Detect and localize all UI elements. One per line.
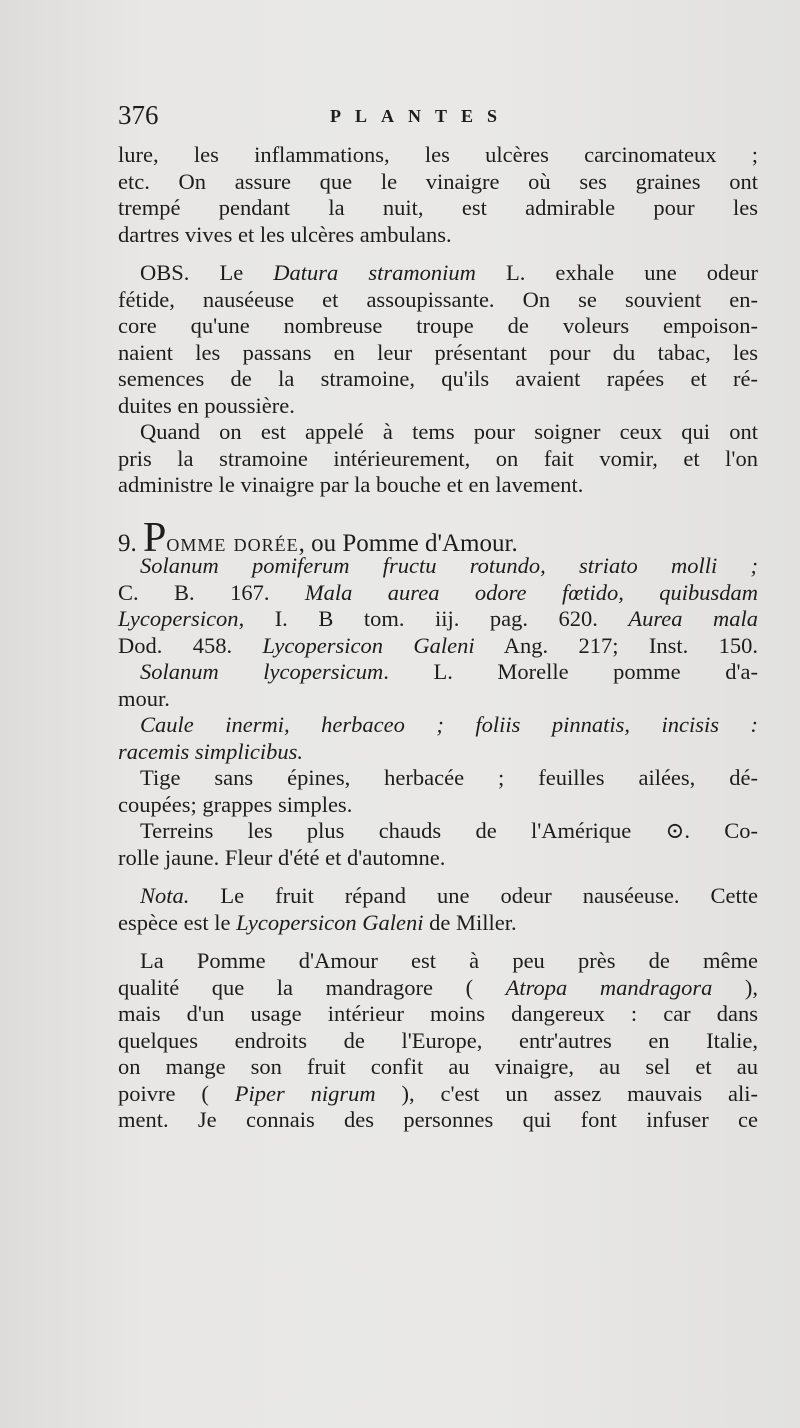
page-header bbox=[118, 100, 758, 140]
text-line: naient les passans en leur présentant pour du tabac, les bbox=[118, 339, 758, 365]
text-line: espèce est le Lycopersicon Galeni de Miller. bbox=[118, 909, 517, 935]
text-line: duites en poussière. bbox=[118, 392, 295, 418]
text-line: Tige sans épines, herbacée ; feuilles ailées, dé- bbox=[140, 765, 758, 790]
text-line: fétide, nauséeuse et assoupissante. On se souvient en- bbox=[118, 286, 758, 312]
text-line: on mange son fruit confit au vinaigre, au sel et au bbox=[118, 1054, 758, 1079]
text-line: Solanum lycopersicum. L. Morelle pomme d'a- bbox=[140, 659, 758, 684]
text-line: administre le vinaigre par la bouche et en lavement. bbox=[118, 472, 584, 497]
text-line: Terreins les plus chauds de l'Amérique ⊙. Co- bbox=[140, 818, 758, 843]
text-line: coupées; grappes simples. bbox=[118, 791, 353, 817]
text-line: mais d'un usage intérieur moins dangereux : car dans bbox=[118, 1001, 758, 1026]
text-line: quelques endroits de l'Europe, entr'autres en Italie, bbox=[118, 1027, 758, 1053]
text-line: Solanum pomiferum fructu rotundo, striato molli ; bbox=[140, 553, 758, 578]
text-line: trempé pendant la nuit, est admirable pour les bbox=[118, 195, 758, 220]
text-line: poivre ( Piper nigrum ), c'est un assez mauvais ali- bbox=[118, 1080, 759, 1106]
text-line: dartres vives et les ulcères ambulans. bbox=[118, 221, 452, 247]
text-line: Nota. Le fruit répand une odeur nauséeuse. Cette bbox=[140, 883, 758, 908]
text-line: OBS. Le Datura stramonium L. exhale une odeur bbox=[140, 260, 758, 285]
text-line: qualité que la mandragore ( Atropa mandragora ), bbox=[118, 974, 759, 1000]
text-line: Quand on est appelé à tems pour soigner ceux qui ont bbox=[140, 419, 758, 444]
text-line: mour. bbox=[118, 685, 170, 711]
text-line: core qu'une nombreuse troupe de voleurs empoison- bbox=[118, 313, 758, 338]
text-line: semences de la stramoine, qu'ils avaient rapées et ré- bbox=[118, 366, 758, 391]
running-title: PLANTES bbox=[330, 106, 512, 126]
text-line: Lycopersicon, I. B tom. iij. pag. 620. Aurea mala bbox=[118, 606, 758, 631]
section-heading: 9. Pomme dorée, ou Pomme d'Amour. bbox=[118, 514, 518, 561]
text-line: etc. On assure que le vinaigre où ses graines ont bbox=[118, 168, 758, 194]
page-number: 376 bbox=[118, 100, 159, 130]
text-line: racemis simplicibus. bbox=[118, 738, 303, 764]
text-line: Caule inermi, herbaceo ; foliis pinnatis, incisis : bbox=[140, 712, 758, 737]
text-line: C. B. 167. Mala aurea odore fœtido, quibusdam bbox=[118, 579, 759, 605]
text-line: La Pomme d'Amour est à peu près de même bbox=[140, 948, 758, 973]
text-line: lure, les inflammations, les ulcères carcinomateux ; bbox=[118, 142, 758, 167]
text-line: pris la stramoine intérieurement, on fait vomir, et l'on bbox=[118, 445, 758, 471]
text-line: ment. Je connais des personnes qui font infuser ce bbox=[118, 1107, 758, 1132]
page-body bbox=[118, 142, 758, 1134]
text-line: rolle jaune. Fleur d'été et d'automne. bbox=[118, 844, 446, 870]
text-line: Dod. 458. Lycopersicon Galeni Ang. 217; Inst. 150. bbox=[118, 632, 759, 658]
